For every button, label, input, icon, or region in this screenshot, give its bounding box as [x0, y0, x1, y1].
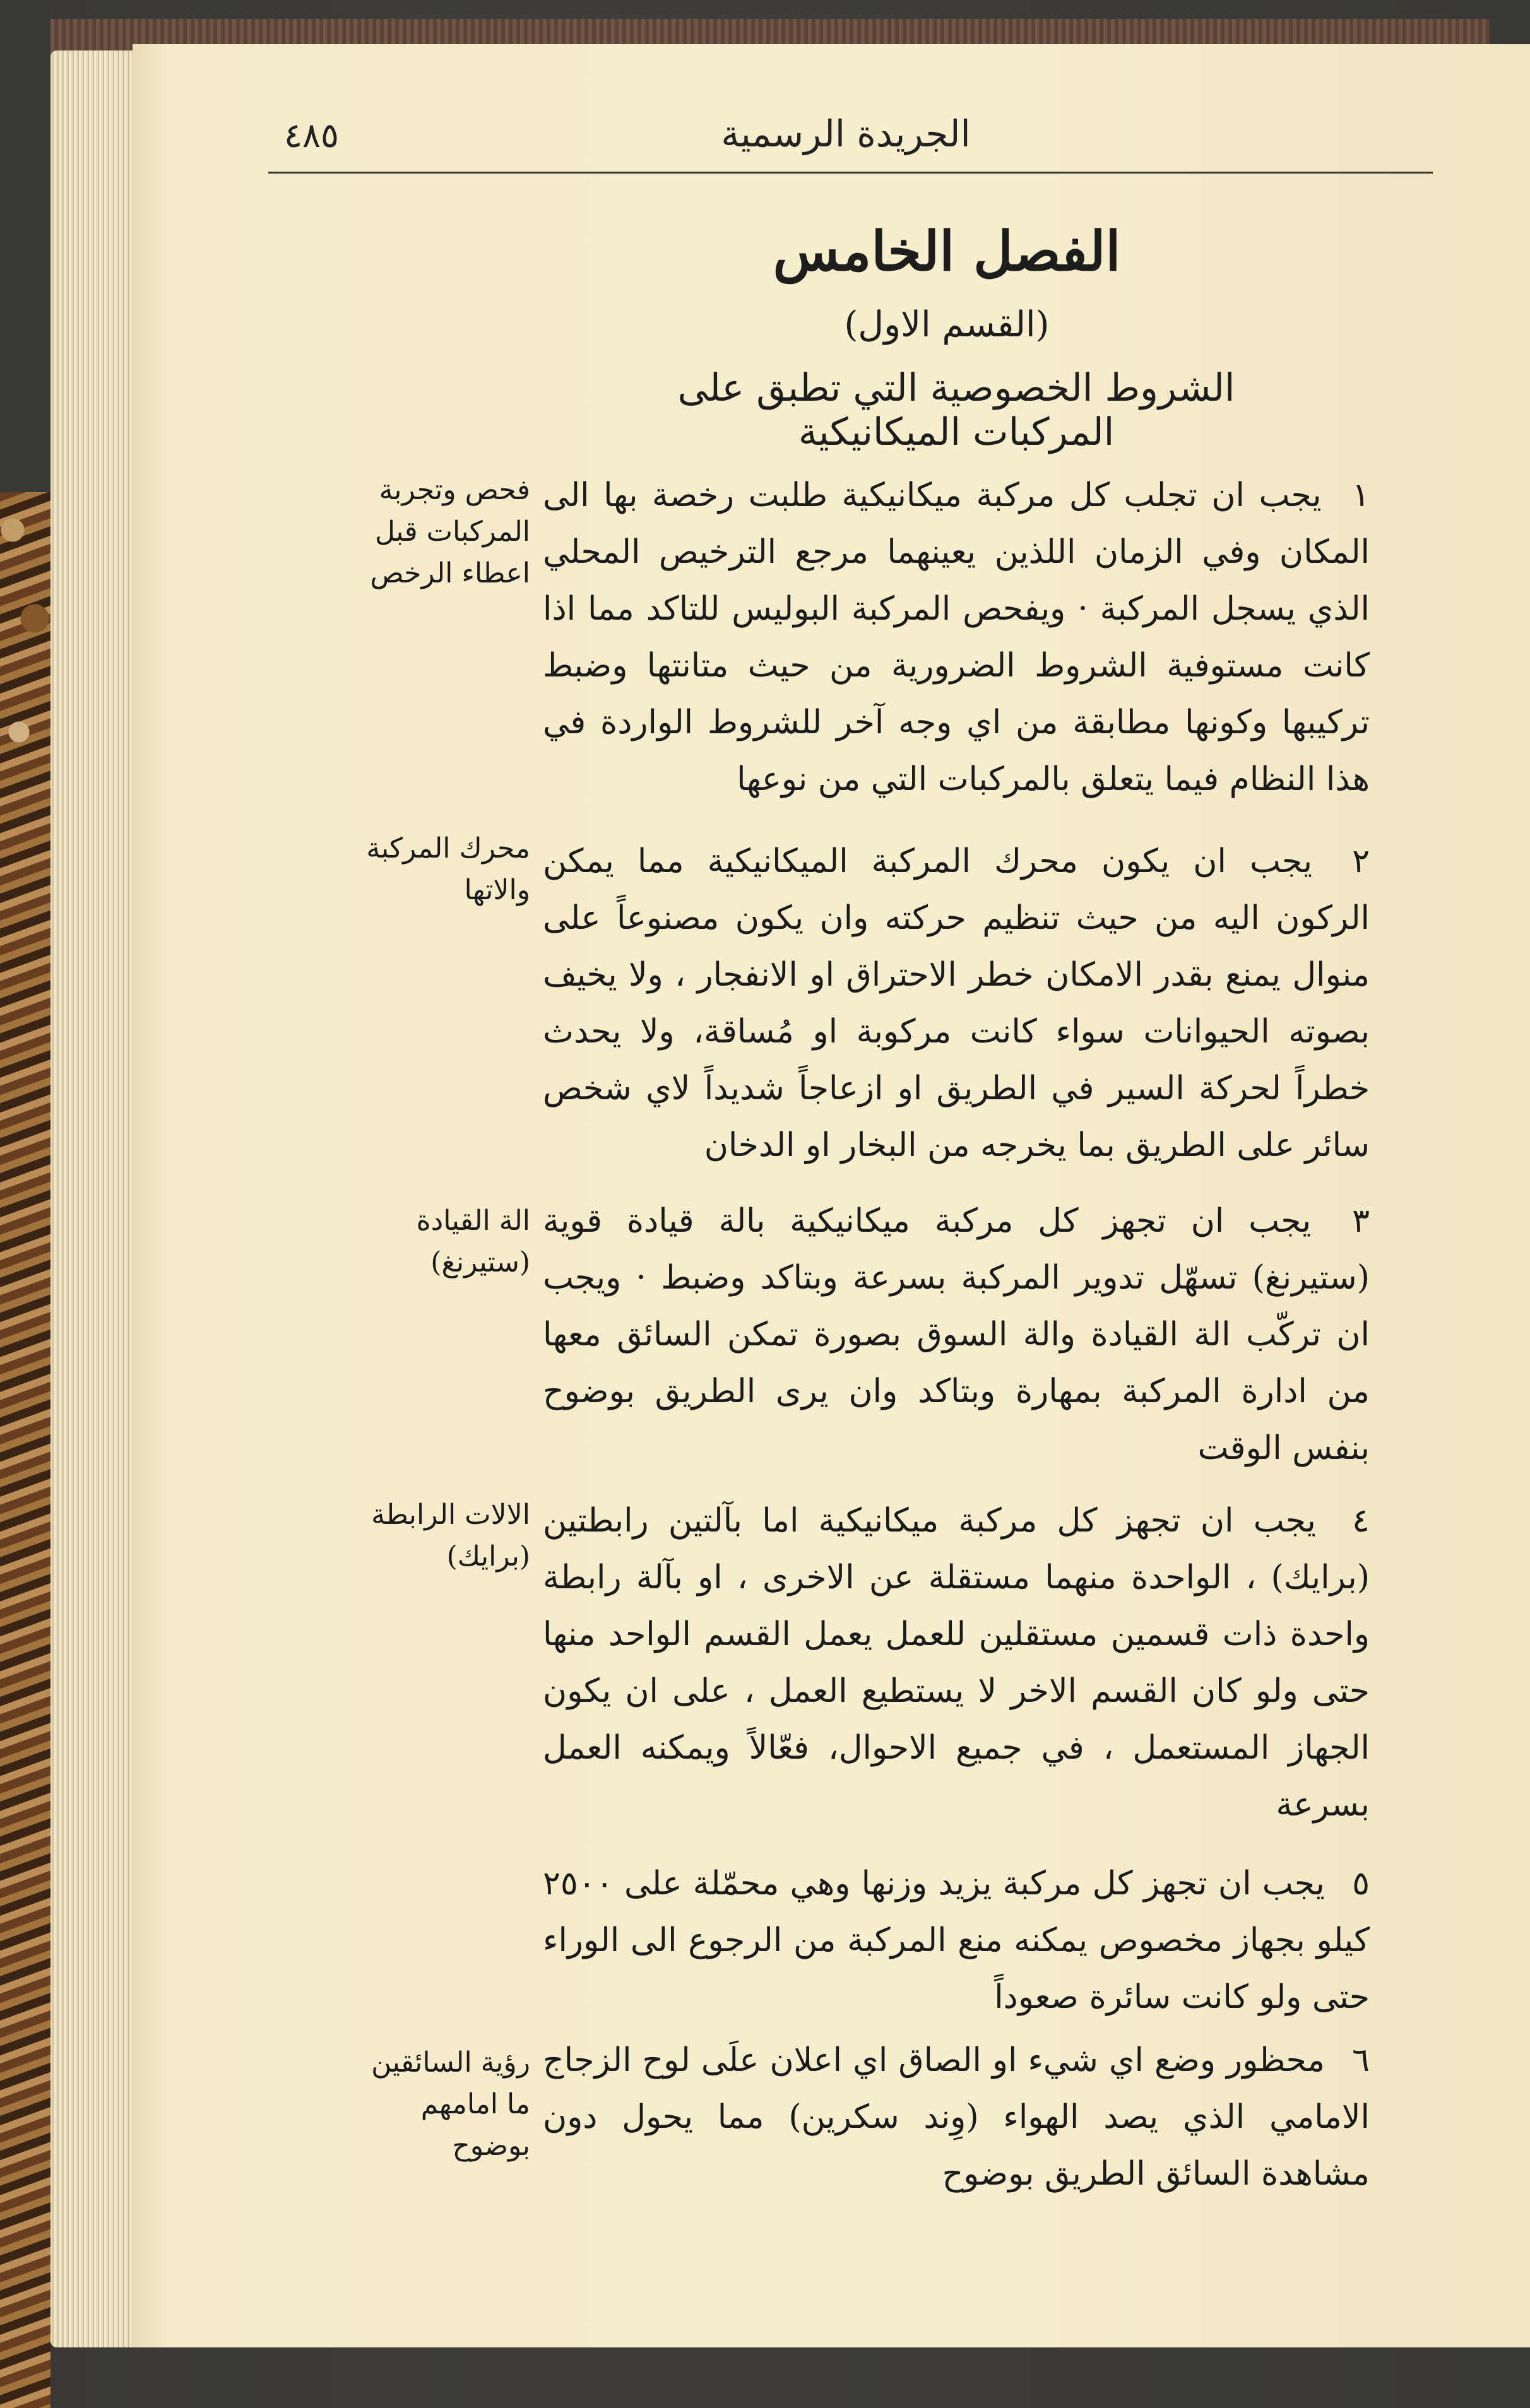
- margin-note: الة القيادة (ستيرنغ): [416, 1205, 530, 1278]
- article-number: ٦: [1352, 2041, 1370, 2079]
- article-number: ٤: [1352, 1502, 1370, 1540]
- article-6: [543, 2032, 1370, 2202]
- section-heading: الشروط الخصوصية التي تطبق على المركبات الميكانيكية: [677, 366, 1235, 454]
- article-text: يجب ان تجهز كل مركبة يزيد وزنها وهي محمّلة على ٢٥٠٠ كيلو بجهاز مخصوص يمكنه منع المركبة من الرجوع الى الوراء حتى ولو كانت سائرة صعوداً: [543, 1865, 1370, 2016]
- article-number: ١: [1352, 476, 1370, 514]
- running-title: الجريدة الرسمية: [721, 112, 971, 155]
- article-1: [543, 467, 1370, 808]
- article-4: [543, 1492, 1370, 1833]
- article-text: يجب ان تجهز كل مركبة ميكانيكية بالة قيادة قوية (ستيرنغ) تسهّل تدوير المركبة بسرعة وبتاكد وضبط · ويجب ان تركّب الة القيادة والة السوق بصورة تمكن السائق معها من ادارة المركبة بمهارة وبتاكد وان يرى الطريق بوضوح بنفس الوقت: [543, 1202, 1370, 1467]
- article-number: ٢: [1352, 842, 1370, 880]
- section-subtitle: (القسم الاول): [844, 304, 1050, 345]
- article-text: يجب ان تجلب كل مركبة ميكانيكية طلبت رخصة بها الى المكان وفي الزمان اللذين يعينهما مرجع الترخيص المحلي الذي يسجل المركبة · ويفحص المركبة البوليس للتاكد مما اذا كانت مستوفية الشروط الضرورية من حيث متانتها وضبط تركيبها وكونها مطابقة من اي وجه آخر للشروط الواردة في هذا النظام فيما يتعلق بالمركبات التي من نوعها: [543, 476, 1370, 798]
- page-number: ٤٨٥: [284, 115, 340, 155]
- marbled-spine: [0, 492, 50, 2408]
- margin-note: فحص وتجربة المركبات قبل اعطاء الرخص: [370, 474, 530, 589]
- margin-note: رؤية السائقين ما امامهم بوضوح: [371, 2046, 530, 2162]
- page-edges: [50, 50, 145, 2347]
- article-text: محظور وضع اي شيء او الصاق اي اعلان علَى لوح الزجاج الامامي الذي يصد الهواء (وِند سكرين) مما يحول دون مشاهدة السائق الطريق بوضوح: [543, 2041, 1370, 2193]
- article-5: [543, 1855, 1370, 2026]
- chapter-title: الفصل الخامس: [773, 220, 1121, 283]
- article-number: ٥: [1352, 1865, 1370, 1903]
- article-text: يجب ان يكون محرك المركبة الميكانيكية مما يمكن الركون اليه من حيث تنظيم حركته وان يكون مصنوعاً على منوال يمنع بقدر الامكان خطر الاحتراق او الانفجار ، ولا يخيف بصوته الحيوانات سواء كانت مركوبة او مُساقة، ولا يحدث خطراً لحركة السير في الطريق او ازعاجاً شديداً لاي شخص سائر على الطريق بما يخرجه من البخار او الدخان: [543, 842, 1370, 1164]
- article-3: [543, 1193, 1370, 1477]
- article-number: ٣: [1352, 1202, 1370, 1240]
- margin-note: محرك المركبة والاتها: [366, 832, 530, 906]
- article-text: يجب ان تجهز كل مركبة ميكانيكية اما بآلتين رابطتين (برايك) ، الواحدة منهما مستقلة عن الاخرى ، او بآلة رابطة واحدة ذات قسمين مستقلين للعمل يعمل القسم الواحد منها حتى ولو كان القسم الاخر لا يستطيع العمل ، على ان يكون الجهاز المستعمل ، في جميع الاحوال، فعّالاً ويمكنه العمل بسرعة: [543, 1502, 1370, 1824]
- margin-note: الالات الرابطة (برايك): [371, 1499, 530, 1573]
- article-2: [543, 833, 1370, 1174]
- header-rule: [268, 172, 1433, 174]
